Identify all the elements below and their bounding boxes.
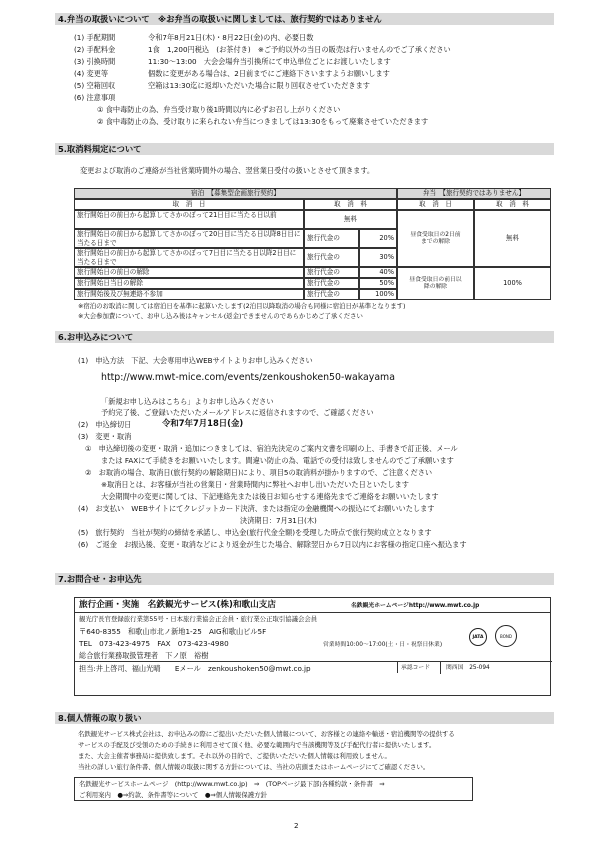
item-num: (1)	[74, 33, 85, 42]
change-line-1: ① 申込締切後の変更・取消・追加につきましては、宿泊先決定のご案内文書を印刷の上、手書きで訂正後、メール	[85, 444, 458, 453]
contact-box	[74, 597, 551, 696]
table-row-5-fee-pct: 50%	[359, 278, 397, 289]
manager-text: 総合旅行業務取扱管理者 下ノ原 裕樹	[79, 651, 209, 660]
change-line-2: または FAXにて手続きをお願いいたします。間違い防止の為、電話での受付は致しませんのでご了承願います	[101, 456, 454, 465]
staff-email: 担当:井上啓司、福山光晴 Eメール zenkoushoken50@mwt.co.jp	[79, 664, 311, 673]
lodging-header: 宿泊 【募集型企画旅行契約】	[74, 188, 397, 199]
privacy-line-1: 名鉄観光サービス株式会社は、お申込みの際にご提出いただいた個人情報について、お客様との連絡や輸送・宿泊機関等の提供する	[78, 730, 455, 738]
bento-cancel-fee-1: 無料	[474, 210, 551, 267]
item-num: (6)	[74, 93, 85, 102]
col-bento-fee: 取 消 料	[474, 199, 551, 210]
cancel-note-2: ※大会参加費について、お申し込み後はキャンセル(返金)できませんのであらかじめご了承ください	[78, 312, 363, 320]
change-line-4: ※取消日とは、お客様が当社の営業日・営業時間内に弊社へお申し出いただいた日といたします	[101, 480, 409, 489]
bento-cancel-day-1: 昼食受取日の2日前までの解除	[397, 210, 474, 267]
table-row-1-fee: 無料	[304, 210, 397, 229]
phone-fax: TEL 073-423-4975 FAX 073-423-4980	[79, 639, 229, 648]
bond-logo-icon: BOND	[495, 625, 517, 647]
bento-item-4-value: 個数に変更がある場合は、2日前までにご連絡下さいますようお願いします	[148, 69, 390, 78]
approval-code-box	[397, 661, 552, 673]
apply-url-link[interactable]: http://www.mwt-mice.com/events/zenkoushoken50-wakayama	[101, 372, 395, 383]
cancel-note-1: ※宿泊のお取消に関しては宿泊日を基準に起算いたします(2泊目以降取消の場合も同様に宿泊日が基準となります)	[78, 302, 406, 310]
bento-item-2-value: 1食 1,200円税込 (お茶付き) ※ご予約以外の当日の販売は行いませんのでご了承ください	[148, 45, 451, 54]
section-4-heading: 4.弁当の取扱いについて ※お弁当の取扱いに関しましては、旅行契約ではありません	[55, 13, 554, 25]
confirm-text: 予約完了後、ご登録いただいたメールアドレスに返信されますので、ご確認ください	[101, 408, 374, 417]
bento-item-3-value: 11:30～13:00 大会会場弁当引換所にて申込単位ごとにお渡しいたします	[148, 57, 391, 66]
item-num: (3)	[74, 57, 85, 66]
bento-item-6	[74, 93, 115, 102]
bento-cancel-day-2: 昼食受取日の前日以降の解除	[397, 267, 474, 300]
terms-link-line-1[interactable]: 名鉄観光サービスホームページ (http://www.mwt.co.jp) ⇒ (TOPページ最下部)各種約款・条件書 ⇒	[79, 780, 385, 788]
table-row-2-fee-pct: 20%	[359, 229, 397, 248]
change-line-3: ② お取消の場合、取消日(旅行契約の解除期日)により、項目5の取消料が掛かりますので、ご注意ください	[85, 468, 433, 477]
table-row-6-fee-pct: 100%	[359, 289, 397, 300]
company-name: 旅行企画・実施 名鉄観光サービス(株)和歌山支店	[79, 600, 276, 610]
contract-text: (5) 旅行契約 当社が契約の締結を承諾し、申込金(旅行代金全額)を受理した時点で旅行契約成立となります	[78, 528, 432, 537]
page-number: 2	[294, 821, 299, 830]
item-num: (4)	[74, 69, 85, 78]
item-label: 手配期間	[86, 33, 116, 42]
business-hours: 営業時間10:00～17:00(土・日・祝祭日休業)	[323, 642, 443, 648]
item-label: 手配料金	[86, 45, 116, 54]
payment-text: (4) お支払い WEBサイトにてクレジットカード決済、または指定の金融機関への振込にてお願いいたします	[78, 504, 435, 513]
section-5-heading: 5.取消料規定について	[55, 143, 554, 155]
item-label: 注意事項	[86, 93, 116, 102]
privacy-line-2: サービスの手配及び受領のための手続きに利用させて頂く他、必要な範囲内で当該機関等及び手配代行者に提供いたします。	[78, 741, 436, 749]
col-cancel-fee: 取 消 料	[304, 199, 397, 210]
table-row-2-day: 旅行開始日の前日から起算してさかのぼって20日目に当たる日以降8日目に当たる日まで	[74, 229, 304, 248]
item-label: 引換時間	[86, 57, 116, 66]
item-label: 空箱回収	[86, 81, 116, 90]
bento-item-5	[74, 81, 115, 90]
homepage-link[interactable]: 名鉄観光ホームページhttp://www.mwt.co.jp	[351, 603, 480, 609]
bento-cancel-fee-2: 100%	[474, 267, 551, 300]
apply-method: (1) 申込方法 下記、大会専用申込WEBサイトよりお申し込みください	[78, 356, 313, 365]
table-row-4-day: 旅行開始日の前日の解除	[74, 267, 304, 278]
terms-link-line-2[interactable]: ご利用案内 ●⇒約款、条件書等について ●⇒個人情報保護方針	[79, 791, 267, 799]
new-apply-text: 「新規お申し込みはこちら」よりお申し込みください	[101, 397, 274, 406]
table-row-3-fee-label: 旅行代金の	[304, 248, 359, 267]
table-row-4-fee-label: 旅行代金の	[304, 267, 359, 278]
item-num: (2)	[74, 45, 85, 54]
bento-item-1	[74, 33, 115, 42]
refund-text: (6) ご返金 お振込後、変更・取消などにより返金が生じた場合、解除翌日から7日以内にお客様の指定口座へ振込ます	[78, 540, 467, 549]
section-7-heading: 7.お問合せ・お申込先	[55, 573, 554, 585]
item-num: (5)	[74, 81, 85, 90]
table-row-5-fee-label: 旅行代金の	[304, 278, 359, 289]
privacy-line-3: また、大会主催者事務局に提供致します。それ以外の目的で、ご提供いただいた個人情報は利用致しません。	[78, 752, 391, 760]
col-bento-day: 取 消 日	[397, 199, 474, 210]
bento-item-4	[74, 69, 108, 78]
privacy-line-4: 当社の詳しい旅行条件書、個人情報の取扱に関する方針については、当社の店頭またはホームページにてご確認ください。	[78, 763, 430, 771]
table-row-4-fee-pct: 40%	[359, 267, 397, 278]
table-row-1-day: 旅行開始日の前日から起算してさかのぼって21日目に当たる日以前	[74, 210, 304, 229]
section-8-heading: 8.個人情報の取り扱い	[55, 712, 554, 724]
change-line-5: 大会期間中の変更に関しては、下記連絡先または後日お知らせする連絡先までご連絡をお願いいたします	[101, 492, 439, 501]
payment-deadline: 決済期日：7月31日(木)	[240, 516, 317, 525]
table-row-3-fee-pct: 30%	[359, 248, 397, 267]
bento-note-1: ① 食中毒防止の為、弁当受け取り後1時間以内に必ずお召し上がりください	[97, 105, 341, 114]
approval-label: 承認コード	[401, 665, 430, 671]
terms-link-box	[74, 777, 473, 801]
table-row-2-fee-label: 旅行代金の	[304, 229, 359, 248]
cancel-intro: 変更および取消のご連絡が当社営業時間外の場合、翌営業日受付の扱いとさせて頂きます。	[80, 166, 375, 175]
bento-item-5-value: 空箱は13:30迄に返却いただいた場合に限り回収させていただきます	[148, 81, 370, 90]
approval-code: 関西国 25-094	[446, 665, 490, 671]
deadline-date: 令和7年7月18日(金)	[162, 418, 244, 428]
bento-header: 弁当 【旅行契約ではありません】	[397, 188, 551, 199]
table-row-6-day: 旅行開始後及び無連絡不参加	[74, 289, 304, 300]
table-row-6-fee-label: 旅行代金の	[304, 289, 359, 300]
bento-item-3	[74, 57, 115, 66]
item-label: 変更等	[86, 69, 109, 78]
col-cancel-day: 取 消 日	[74, 199, 304, 210]
jata-logo-icon: JATA	[469, 628, 487, 646]
bento-note-2: ② 食中毒防止の為、受け取りに来られない弁当につきましては13:30をもって廃棄させていただきます	[97, 117, 429, 126]
bento-item-2	[74, 45, 115, 54]
address-text: 〒640-8355 和歌山市北ノ新地1-25 AIG和歌山ビル5F	[79, 627, 267, 636]
cancel-fee-table	[74, 188, 551, 319]
bento-item-1-value: 令和7年8月21日(木)・8月22日(金)の内、必要日数	[148, 33, 314, 42]
table-row-3-day: 旅行開始日の前日から起算してさかのぼって7日目に当たる日以降2日目に当たる日まで	[74, 248, 304, 267]
change-label: (3) 変更・取消	[78, 432, 132, 441]
section-6-heading: 6.お申込みについて	[55, 331, 554, 343]
table-row-5-day: 旅行開始日当日の解除	[74, 278, 304, 289]
deadline-label: (2) 申込締切日	[78, 420, 132, 429]
license-text: 観光庁長官登録旅行業第55号・日本旅行業協会正会員・旅行業公正取引協議会会員	[79, 615, 318, 623]
